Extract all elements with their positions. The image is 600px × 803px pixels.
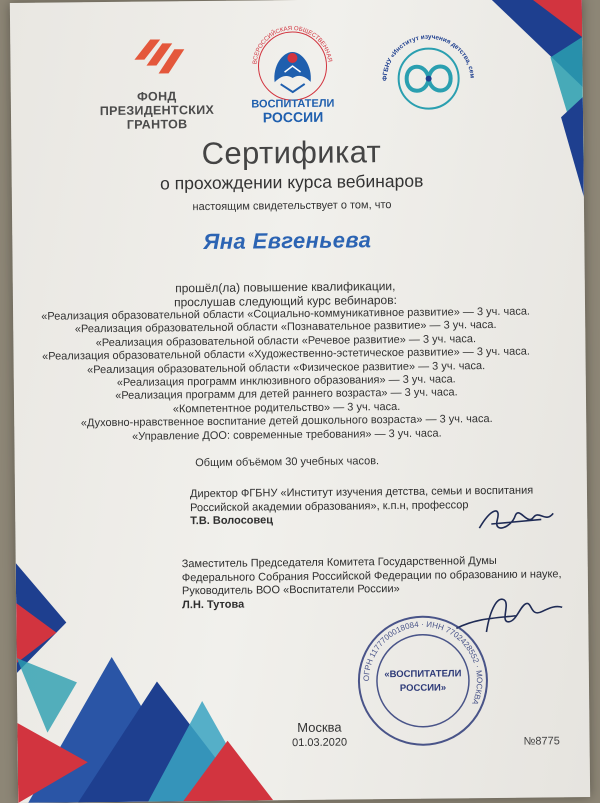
vospitateli-line: РОССИИ — [262, 108, 324, 126]
vospitateli-ring-text: ВСЕРОССИЙСКАЯ ОБЩЕСТВЕННАЯ ОРГАНИЗАЦИЯ — [244, 21, 333, 65]
course-item: «Реализация программ для детей раннего возраста» — 3 уч. часа. — [115, 386, 458, 403]
stamp-center-line: «ВОСПИТАТЕЛИ — [384, 668, 462, 681]
course-item: «Духовно-нравственное воспитание детей дошкольного возраста» — 3 уч. часа. — [80, 413, 493, 430]
intro-line: прошёл(ла) повышение квалификации, — [175, 278, 396, 296]
course-item: «Реализация программ инклюзивного образования» — 3 уч. часа. — [116, 373, 456, 389]
course-item: «Реализация образовательной области «Физическое развитие» — 3 уч. часа. — [87, 359, 486, 376]
course-item: «Реализация образовательной области «Социально-коммуникативное развитие» — 3 уч. часа. — [41, 305, 531, 323]
signatory-title-line: Руководитель ВОО «Воспитатели России» — [181, 582, 400, 598]
stamp-center-line: РОССИИ» — [399, 682, 447, 694]
recipient-name: Яна Евгеньева — [203, 227, 372, 255]
course-item: «Управление ДОО: современные требования» — 3 уч. часа. — [132, 427, 442, 443]
presidential-grants-fund-icon — [130, 29, 187, 86]
signatory-title-line: Директор ФГБНУ «Институт изучения детства, семьи и воспитания — [189, 484, 534, 501]
course-item: «Реализация образовательной области «Речевое развитие» — 3 уч. часа. — [95, 332, 477, 349]
vospitateli-rossii-logo — [244, 21, 341, 126]
fund-line: ГРАНТОВ — [126, 117, 188, 132]
course-list — [13, 305, 559, 445]
vospitateli-line: ВОСПИТАТЕЛИ — [251, 97, 335, 111]
certificate-title: Сертификат — [201, 134, 382, 172]
issue-city: Москва — [297, 719, 342, 736]
certificate-number: №8775 — [523, 735, 560, 748]
institute-infinity-logo — [372, 18, 485, 131]
presidential-grants-fund-logo — [96, 29, 217, 130]
institute-infinity-icon — [372, 18, 485, 131]
certifies-text: настоящим свидетельствует о том, что — [192, 199, 392, 214]
official-stamp — [354, 612, 491, 749]
institute-ring-text: ФГБНУ «Институт изучения детства, семьи — [381, 33, 476, 82]
vospitateli-bird-emblem-icon — [244, 22, 341, 103]
signatory-title-line: Федерального Собрания Российской Федерации по образованию и науке, — [181, 567, 562, 584]
vospitateli-logo-text — [245, 98, 341, 126]
course-item: «Реализация образовательной области «Познавательное развитие» — 3 уч. часа. — [74, 319, 497, 336]
course-item: «Реализация образовательной области «Художественно-эстетическое развитие» — 3 уч. часа. — [42, 345, 530, 363]
fund-logo-text — [97, 89, 217, 132]
issue-date: 01.03.2020 — [291, 736, 348, 750]
intro-line: прослушав следующий курс вебинаров: — [173, 292, 397, 310]
handwritten-signature — [471, 497, 566, 543]
certificate-sheet — [10, 0, 590, 803]
stamp-ring-text: ОГРН 1177700018084 · ИНН 7702428552 · МОСКВА — [361, 619, 484, 707]
signatory-name: Л.Н. Тутова — [182, 598, 245, 611]
certificate-subtitle: о прохождении курса вебинаров — [159, 170, 424, 194]
fund-line: ФОНД — [136, 89, 177, 104]
total-hours: Общим объёмом 30 учебных часов. — [195, 455, 380, 470]
fund-line: ПРЕЗИДЕНТСКИХ — [99, 102, 215, 119]
signatory-name: Т.В. Волосовец — [190, 514, 274, 528]
signatory-title-line: Российской академии образования», к.п.н, профессор — [190, 498, 469, 514]
signatory-title-line: Заместитель Председателя Комитета Государственной Думы — [181, 554, 497, 571]
course-item: «Компетентное родительство» — 3 уч. часа. — [172, 400, 401, 416]
